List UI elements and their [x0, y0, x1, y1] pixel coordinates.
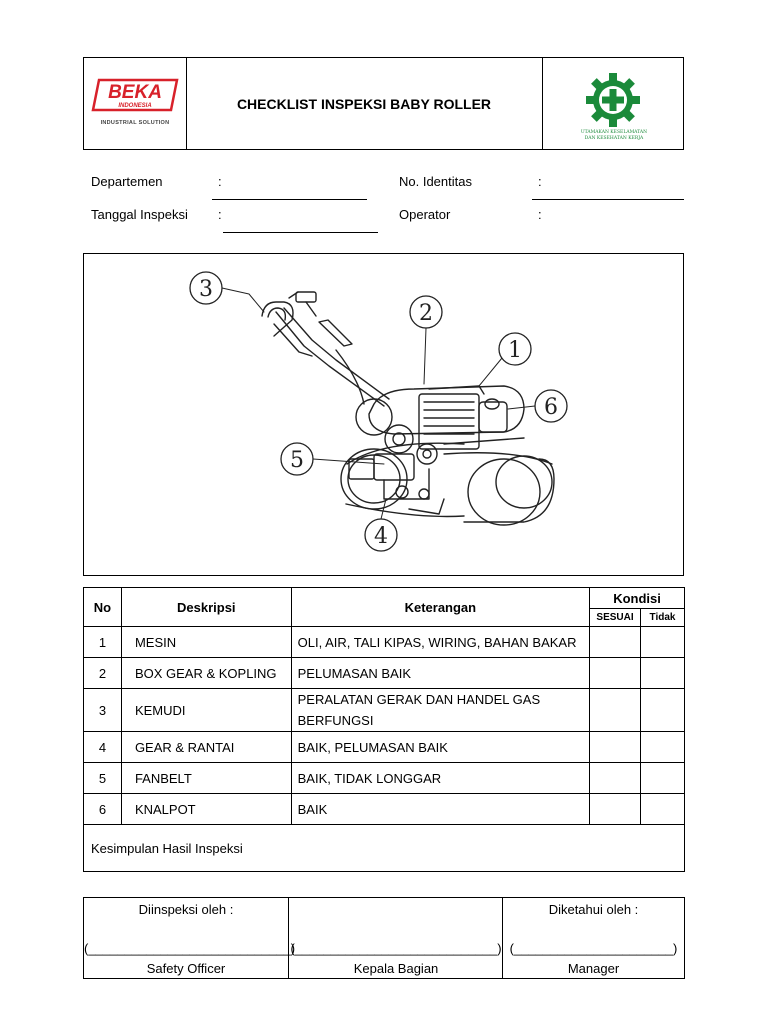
row-deskripsi: GEAR & RANTAI: [121, 732, 291, 763]
tidak-checkbox[interactable]: [641, 689, 685, 732]
baby-roller-diagram-frame: [83, 253, 684, 576]
header-tidak: Tidak: [641, 609, 685, 627]
departemen-colon: :: [218, 174, 222, 189]
callout-1: 1: [508, 338, 522, 363]
k3-slogan: [560, 130, 668, 142]
diinspeksi-label: Diinspeksi oleh :: [138, 902, 234, 917]
no-identitas-label: No. Identitas: [399, 174, 472, 189]
row-deskripsi: BOX GEAR & KOPLING: [121, 658, 291, 689]
tidak-checkbox[interactable]: [641, 763, 685, 794]
callout-4: 4: [374, 524, 388, 549]
row-deskripsi: KNALPOT: [121, 794, 291, 825]
manager-signature-line[interactable]: (______________________): [509, 941, 678, 956]
row-no: 4: [84, 732, 122, 763]
sesuai-checkbox[interactable]: [590, 689, 641, 732]
diketahui-label: Diketahui oleh :: [548, 902, 639, 917]
callout-6: 6: [544, 395, 558, 420]
signature-block: [83, 897, 685, 979]
safety-officer-signature-line[interactable]: (____________________________): [84, 941, 296, 956]
kesimpulan-field[interactable]: Kesimpulan Hasil Inspeksi: [84, 825, 685, 872]
k3-slogan-line-2: DAN KESEHATAN KERJA: [584, 136, 644, 141]
tidak-checkbox[interactable]: [641, 658, 685, 689]
k3-gear-cross-icon: [582, 72, 644, 128]
table-row: [84, 658, 685, 689]
beka-logo: [91, 78, 179, 112]
sesuai-checkbox[interactable]: [590, 732, 641, 763]
company-logo-cell: [84, 58, 187, 149]
tanggal-inspeksi-field[interactable]: [223, 232, 378, 233]
safety-officer-role: Safety Officer: [146, 961, 226, 976]
row-no: 6: [84, 794, 122, 825]
row-deskripsi: KEMUDI: [121, 689, 291, 732]
beka-logo-text: BEKA: [108, 82, 162, 103]
manager-role: Manager: [567, 961, 620, 976]
header-keterangan: Keterangan: [291, 588, 589, 627]
header-deskripsi: Deskripsi: [121, 588, 291, 627]
document-title: CHECKLIST INSPEKSI BABY ROLLER: [186, 58, 543, 149]
baby-roller-diagram: [84, 254, 683, 575]
no-identitas-colon: :: [538, 174, 542, 189]
tidak-checkbox[interactable]: [641, 794, 685, 825]
row-keterangan: OLI, AIR, TALI KIPAS, WIRING, BAHAN BAKAR: [291, 627, 589, 658]
table-header-row: [84, 588, 685, 609]
signature-safety-officer: [84, 898, 296, 978]
signature-kepala-bagian: [288, 898, 503, 978]
row-keterangan: BAIK: [291, 794, 589, 825]
callout-2: 2: [419, 301, 433, 326]
kesimpulan-row: [84, 825, 685, 872]
departemen-field[interactable]: [212, 199, 367, 200]
row-no: 3: [84, 689, 122, 732]
sesuai-checkbox[interactable]: [590, 658, 641, 689]
row-no: 2: [84, 658, 122, 689]
table-row: [84, 732, 685, 763]
k3-slogan-line-1: UTAMAKAN KESELAMATAN: [580, 130, 648, 135]
row-deskripsi: FANBELT: [121, 763, 291, 794]
tanggal-inspeksi-colon: :: [218, 207, 222, 222]
row-keterangan: PELUMASAN BAIK: [291, 658, 589, 689]
operator-colon: :: [538, 207, 542, 222]
departemen-label: Departemen: [91, 174, 163, 189]
tidak-checkbox[interactable]: [641, 627, 685, 658]
tanggal-inspeksi-label: Tanggal Inspeksi: [91, 207, 188, 222]
header-no: No: [84, 588, 122, 627]
table-row: [84, 627, 685, 658]
sesuai-checkbox[interactable]: [590, 763, 641, 794]
table-row: [84, 763, 685, 794]
document-header: [83, 57, 684, 150]
k3-logo-cell: [542, 58, 683, 149]
kepala-bagian-role: Kepala Bagian: [353, 961, 439, 976]
header-kondisi: Kondisi: [590, 588, 685, 609]
operator-label: Operator: [399, 207, 451, 222]
header-sesuai: SESUAI: [590, 609, 641, 627]
row-keterangan: BAIK, PELUMASAN BAIK: [291, 732, 589, 763]
sesuai-checkbox[interactable]: [590, 794, 641, 825]
tidak-checkbox[interactable]: [641, 732, 685, 763]
inspection-checklist-table: [83, 587, 685, 872]
row-deskripsi: MESIN: [121, 627, 291, 658]
signature-manager: [502, 898, 684, 978]
callout-5: 5: [290, 448, 304, 473]
callout-3: 3: [199, 277, 213, 302]
logo-tagline: INDUSTRIAL SOLUTION: [100, 120, 170, 126]
row-keterangan: BAIK, TIDAK LONGGAR: [291, 763, 589, 794]
row-keterangan: PERALATAN GERAK DAN HANDEL GAS BERFUNGSI: [291, 689, 589, 732]
kepala-bagian-signature-line[interactable]: (____________________________): [290, 941, 502, 956]
no-identitas-field[interactable]: [532, 199, 684, 200]
table-row: [84, 794, 685, 825]
sesuai-checkbox[interactable]: [590, 627, 641, 658]
table-row: [84, 689, 685, 732]
row-no: 5: [84, 763, 122, 794]
beka-logo-sub: INDONESIA: [118, 103, 152, 109]
row-no: 1: [84, 627, 122, 658]
